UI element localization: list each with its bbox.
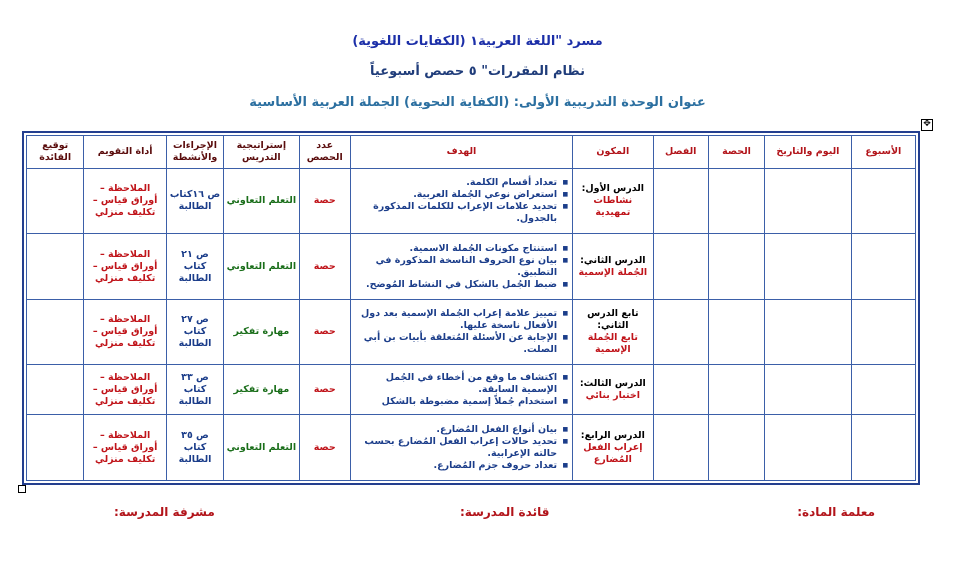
- lesson-subtitle: نشاطات تمهيدية: [593, 195, 633, 219]
- component-cell: [573, 299, 653, 364]
- procedure-cell: ص ٣٣ كتاب الطالبة: [166, 365, 223, 415]
- period-cell[interactable]: [708, 169, 764, 234]
- goal-cell: [350, 169, 572, 234]
- signature-cell[interactable]: [27, 365, 84, 415]
- strategy-cell: التعلم التعاوني: [224, 169, 299, 234]
- goal-cell: [350, 234, 572, 299]
- goal-item: ■ استعراض نوعي الجُملة العربية.: [353, 189, 557, 201]
- goal-item: ■ تعداد أقسام الكلمة.: [353, 177, 557, 189]
- lesson-subtitle: الجُملة الإسمية: [578, 266, 648, 278]
- procedure-cell: ص ٢٧ كتاب الطالبة: [166, 299, 223, 364]
- period-count-cell: حصة: [299, 299, 350, 364]
- class-cell[interactable]: [653, 415, 708, 481]
- day-date-cell[interactable]: [765, 234, 851, 299]
- day-date-cell[interactable]: [765, 169, 851, 234]
- assessment-cell: الملاحظة – أوراق قياس – تكليف منزلي: [84, 365, 166, 415]
- move-handle-icon[interactable]: ✥: [921, 119, 933, 131]
- header-assessment-tool: أداة التقويم: [84, 136, 166, 169]
- teacher-signature-label: معلمة المادة:: [797, 505, 875, 519]
- strategy-cell: مهارة تفكير: [224, 365, 299, 415]
- goal-cell: [350, 415, 572, 481]
- procedure-cell: ص ٣٥ كتاب الطالبة: [166, 415, 223, 481]
- component-cell: [573, 234, 653, 299]
- week-cell[interactable]: [851, 169, 915, 234]
- lesson-subtitle: إعراب الفعل المُضارع: [583, 441, 643, 465]
- strategy-cell: التعلم التعاوني: [224, 415, 299, 481]
- goal-item: ■ الإجابة عن الأسئلة المُتعلقة بأبيات بن أبي الصلت.: [353, 332, 557, 356]
- period-count-cell: حصة: [299, 169, 350, 234]
- class-cell[interactable]: [653, 299, 708, 364]
- period-cell[interactable]: [708, 299, 764, 364]
- header-class: الفصل: [653, 136, 708, 169]
- lesson-subtitle: اختبار بنائي: [585, 389, 641, 401]
- component-cell: [573, 365, 653, 415]
- signature-cell[interactable]: [27, 169, 84, 234]
- goal-item: ■ بيان أنواع الفعل المُضارع.: [353, 424, 557, 436]
- period-count-cell: حصة: [299, 234, 350, 299]
- procedure-cell: ص ٢١ كتاب الطالبة: [166, 234, 223, 299]
- period-count-cell: حصة: [299, 415, 350, 481]
- week-cell[interactable]: [851, 234, 915, 299]
- period-cell[interactable]: [708, 365, 764, 415]
- document-title: مسرد "اللغة العربية١ (الكفايات اللغوية): [352, 34, 603, 49]
- lesson-title: الدرس الرابع:: [580, 429, 645, 441]
- goal-item: ■ بيان نوع الحروف الناسخة المذكورة في التطبيق.: [353, 255, 557, 279]
- class-cell[interactable]: [653, 169, 708, 234]
- procedure-cell: ص ١٦كتاب الطالبة: [166, 169, 223, 234]
- period-cell[interactable]: [708, 415, 764, 481]
- lesson-subtitle: تابع الجُملة الإسمية: [587, 332, 638, 356]
- day-date-cell[interactable]: [765, 365, 851, 415]
- assessment-cell: الملاحظة – أوراق قياس – تكليف منزلي: [84, 415, 166, 481]
- goal-item: ■ تعداد حروف جزم المُضارع.: [353, 460, 557, 472]
- goal-item: ■ اكتشاف ما وقع من أخطاء في الجُمل الإسمية السابقة.: [353, 372, 557, 396]
- week-cell[interactable]: [851, 415, 915, 481]
- signature-cell[interactable]: [27, 299, 84, 364]
- header-principal-signature: توقيع القائدة: [27, 136, 84, 169]
- lesson-title: الدرس الثاني:: [580, 254, 646, 266]
- lesson-title: تابع الدرس الثاني:: [587, 308, 639, 332]
- signature-cell[interactable]: [27, 234, 84, 299]
- header-day-date: اليوم والتاريخ: [765, 136, 851, 169]
- lesson-title: الدرس الأول:: [581, 183, 645, 195]
- signature-cell[interactable]: [27, 415, 84, 481]
- class-cell[interactable]: [653, 234, 708, 299]
- header-goal: الهدف: [350, 136, 572, 169]
- strategy-cell: مهارة تفكير: [224, 299, 299, 364]
- period-count-cell: حصة: [299, 365, 350, 415]
- header-component: المكون: [573, 136, 653, 169]
- goal-item: ■ تحديد حالات إعراب الفعل المُضارع بحسب حالته الإعرابية.: [353, 436, 557, 460]
- table-row: [27, 299, 916, 364]
- supervisor-signature-label: مشرفة المدرسة:: [114, 505, 215, 519]
- goal-cell: [350, 299, 572, 364]
- assessment-cell: الملاحظة – أوراق قياس – تكليف منزلي: [84, 299, 166, 364]
- principal-signature-label: قائدة المدرسة:: [460, 505, 550, 519]
- header-period-count: عدد الحصص: [299, 136, 350, 169]
- class-cell[interactable]: [653, 365, 708, 415]
- component-cell: [573, 169, 653, 234]
- goal-item: ■ تحديد علامات الإعراب للكلمات المذكورة بالجدول.: [353, 201, 557, 225]
- day-date-cell[interactable]: [765, 299, 851, 364]
- goal-item: ■ ضبط الجُمل بالشكل في النشاط المُوضح.: [353, 279, 557, 291]
- component-cell: [573, 415, 653, 481]
- plan-table-frame: [22, 131, 920, 485]
- goal-item: ■ استخدام جُملاً إسمية مضبوطة بالشكل: [353, 396, 557, 408]
- goal-item: ■ استنتاج مكونات الجُملة الاسمية.: [353, 243, 557, 255]
- day-date-cell[interactable]: [765, 415, 851, 481]
- plan-table: [26, 135, 916, 481]
- table-row: [27, 365, 916, 415]
- header-period: الحصة: [708, 136, 764, 169]
- course-system: نظام المقررات" ٥ حصص أسبوعياً: [370, 64, 585, 79]
- goal-cell: [350, 365, 572, 415]
- header-week: الأسبوع: [851, 136, 915, 169]
- assessment-cell: الملاحظة – أوراق قياس – تكليف منزلي: [84, 234, 166, 299]
- table-row: [27, 169, 916, 234]
- week-cell[interactable]: [851, 299, 915, 364]
- table-header-row: [27, 136, 916, 169]
- header-strategy: إستراتيجية التدريس: [224, 136, 299, 169]
- table-row: [27, 415, 916, 481]
- header-procedures: الإجراءات والأنشطة: [166, 136, 223, 169]
- period-cell[interactable]: [708, 234, 764, 299]
- week-cell[interactable]: [851, 365, 915, 415]
- unit-title: عنوان الوحدة التدريبية الأولى: (الكفاية النحوية) الجملة العربية الأساسية: [249, 95, 706, 110]
- lesson-title: الدرس الثالث:: [579, 377, 646, 389]
- goal-item: ■ تمييز علامة إعراب الجُملة الإسمية بعد دول الأفعال ناسخة عليها.: [353, 308, 557, 332]
- assessment-cell: الملاحظة – أوراق قياس – تكليف منزلي: [84, 169, 166, 234]
- strategy-cell: التعلم التعاوني: [224, 234, 299, 299]
- table-row: [27, 234, 916, 299]
- resize-handle[interactable]: [18, 485, 26, 493]
